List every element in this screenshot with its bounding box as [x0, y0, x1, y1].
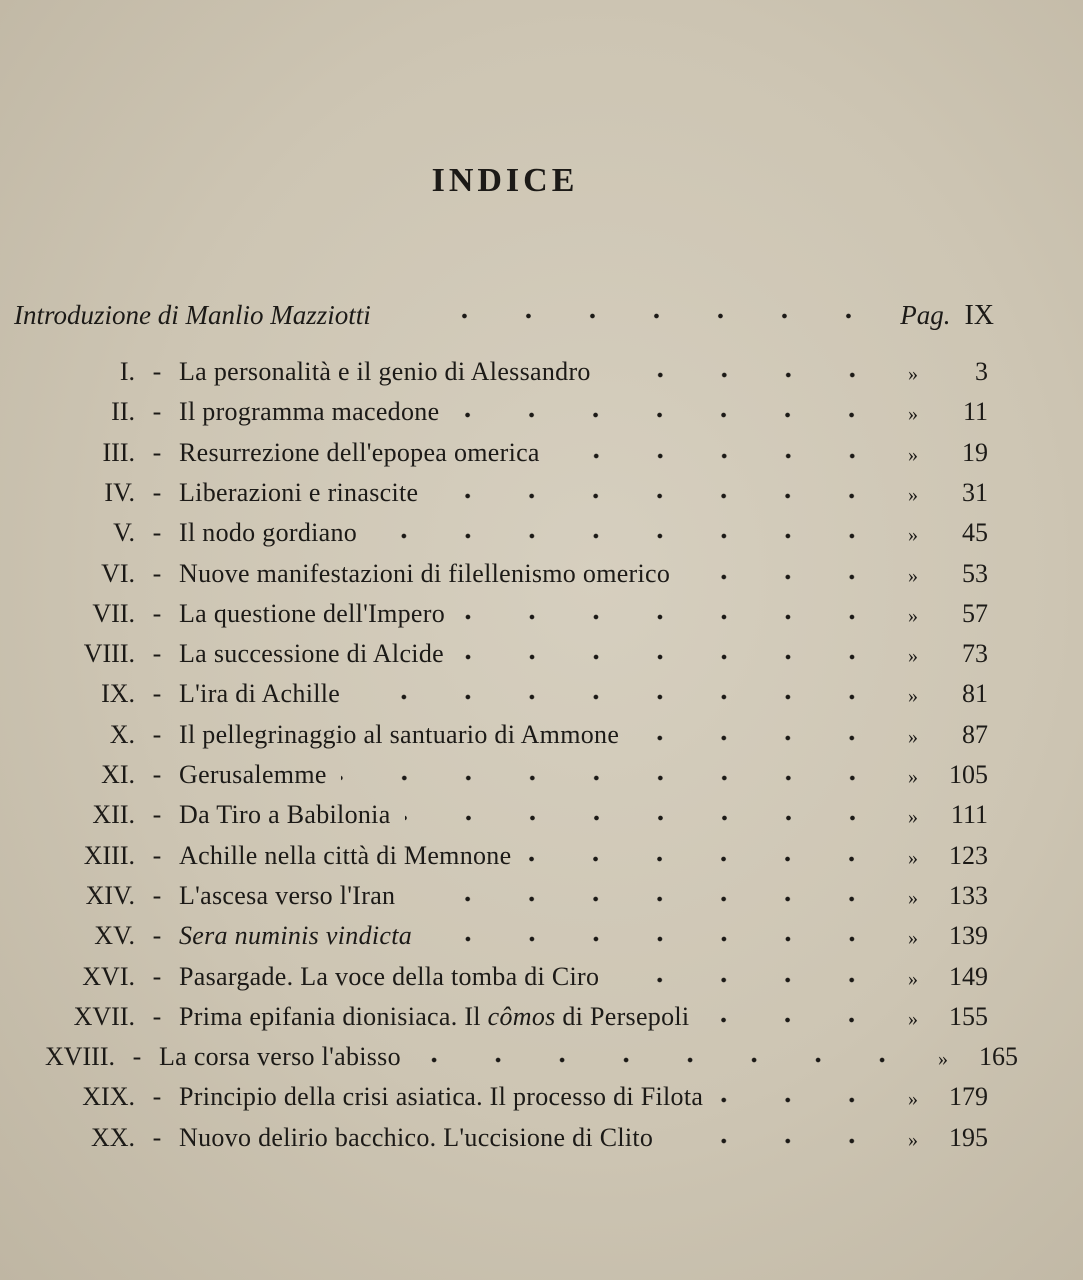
entry-title: Il pellegrinaggio al santuario di Ammone	[179, 719, 620, 749]
entry-title: La corsa verso l'abisso	[159, 1042, 401, 1072]
dash: -	[152, 800, 162, 830]
ditto-mark: »	[908, 443, 918, 466]
intro-label: Introduzione di Manlio Mazziotti	[14, 300, 371, 330]
dash: -	[152, 760, 162, 789]
page-number: 31	[962, 477, 988, 507]
page-title: INDICE	[431, 162, 579, 199]
entry-title: Resurrezione dell'epopea omerica	[179, 437, 540, 467]
dot-leader	[432, 493, 884, 499]
ditto-mark: »	[908, 685, 918, 708]
toc-entry	[0, 1002, 1083, 1038]
dot-leader	[667, 1138, 884, 1144]
toc-entry	[0, 679, 1083, 715]
page-number: 123	[949, 840, 988, 870]
entry-title: Nuove manifestazioni di filellenismo omerico	[179, 558, 671, 588]
dash: -	[152, 477, 162, 507]
chapter-number: XIX.	[82, 1082, 135, 1112]
ditto-mark: »	[908, 403, 918, 426]
page-number: 149	[949, 961, 988, 991]
page-number: 195	[949, 1122, 988, 1152]
page-number: 45	[962, 518, 988, 548]
entry-title: Principio della crisi asiatica. Il processo di Filota	[179, 1082, 704, 1112]
chapter-number: V.	[113, 518, 135, 548]
entry-title: La personalità e il genio di Alessandro	[179, 357, 591, 386]
toc-entry	[0, 881, 1083, 917]
chapter-number: XIV.	[85, 880, 135, 910]
dash: -	[132, 1042, 142, 1072]
page-number: 111	[950, 800, 988, 830]
dash: -	[152, 1122, 162, 1152]
page-number: 139	[949, 921, 988, 951]
dot-leader	[409, 896, 884, 902]
page-number: 73	[962, 639, 988, 669]
dot-leader	[703, 1017, 884, 1023]
chapter-number: IV.	[104, 477, 135, 507]
entry-title: La successione di Alcide	[179, 639, 444, 669]
dash: -	[152, 679, 162, 709]
chapter-number: VII.	[92, 598, 135, 628]
ditto-mark: »	[908, 846, 918, 869]
page-number: 133	[949, 880, 988, 910]
chapter-number: II.	[111, 397, 135, 427]
chapter-number: XV.	[94, 921, 135, 951]
entry-title: La questione dell'Impero	[179, 598, 446, 628]
ditto-mark: »	[908, 483, 918, 506]
chapter-number: VIII.	[83, 639, 135, 669]
chapter-number: III.	[102, 437, 135, 467]
toc-entry	[0, 559, 1083, 595]
entry-title: Il programma macedone	[179, 397, 440, 427]
page-number: 155	[949, 1001, 988, 1031]
dot-leader	[684, 574, 884, 580]
dot-leader	[426, 936, 884, 942]
dash: -	[152, 961, 162, 991]
page-number: 19	[962, 437, 988, 467]
chapter-number: VI.	[101, 558, 135, 588]
entry-title: Pasargade. La voce della tomba di Ciro	[179, 961, 600, 991]
dash: -	[152, 598, 162, 628]
toc-entry	[0, 1042, 1063, 1078]
entry-title: Il nodo gordiano	[179, 518, 358, 548]
dot-leader	[354, 694, 884, 700]
chapter-number: XII.	[92, 800, 135, 830]
toc-entry	[0, 1123, 1083, 1159]
ditto-mark: »	[908, 1007, 918, 1030]
page-number: 165	[979, 1042, 1018, 1072]
dot-leader	[451, 313, 880, 319]
chapter-number: XX.	[90, 1122, 135, 1152]
page-number: 57	[962, 598, 988, 628]
entry-title	[179, 921, 412, 951]
dash: -	[152, 357, 162, 386]
page-number: 105	[949, 760, 988, 789]
toc-entry	[0, 1082, 1083, 1118]
dot-leader	[605, 372, 884, 378]
toc-entry	[0, 438, 1083, 474]
ditto-mark: »	[908, 927, 918, 950]
chapter-number: IX.	[101, 679, 135, 709]
toc-entry	[0, 921, 1083, 957]
entry-title-italic: Sera numinis vindicta	[179, 921, 413, 951]
toc-entry	[0, 962, 1083, 998]
dash: -	[152, 639, 162, 669]
ditto-mark: »	[908, 363, 918, 385]
dash: -	[152, 558, 162, 588]
toc-entry	[0, 720, 1083, 756]
intro-page: IX	[964, 300, 994, 331]
dot-leader	[405, 815, 884, 821]
toc-entry	[0, 599, 1083, 635]
dash: -	[152, 518, 162, 548]
dot-leader	[613, 977, 884, 983]
dash: -	[152, 840, 162, 870]
dot-leader	[525, 856, 884, 862]
dot-leader	[458, 654, 884, 660]
intro-entry	[14, 300, 994, 332]
entry-title: Gerusalemme	[179, 760, 327, 789]
toc-entry	[0, 397, 1083, 433]
chapter-number: X.	[109, 719, 135, 749]
page-number: 11	[962, 397, 988, 427]
ditto-mark: »	[908, 564, 918, 587]
chapter-number: XVIII.	[44, 1042, 115, 1072]
dot-leader	[554, 453, 884, 459]
page-label: Pag.	[900, 300, 951, 330]
dash: -	[152, 880, 162, 910]
page-number: 81	[962, 679, 988, 709]
dash: -	[152, 719, 162, 749]
ditto-mark: »	[908, 524, 918, 547]
dot-leader	[717, 1097, 884, 1103]
chapter-number: XVI.	[82, 961, 135, 991]
toc-entry	[0, 478, 1083, 514]
entry-title: Nuovo delirio bacchico. L'uccisione di Clito	[179, 1122, 654, 1152]
entry-title: L'ira di Achille	[179, 679, 341, 709]
dot-leader	[453, 412, 884, 418]
dot-leader	[415, 1057, 914, 1063]
toc-entry	[0, 639, 1083, 675]
dot-leader	[371, 533, 884, 539]
entry-title: Da Tiro a Babilonia	[179, 800, 391, 830]
page-number: 53	[962, 558, 988, 588]
ditto-mark: »	[908, 604, 918, 627]
entry-title: L'ascesa verso l'Iran	[179, 880, 396, 910]
chapter-number: XVII.	[73, 1001, 135, 1031]
page-number: 87	[962, 719, 988, 749]
dot-leader	[459, 614, 884, 620]
chapter-number: XIII.	[83, 840, 135, 870]
dot-leader	[341, 775, 884, 781]
entry-title: Liberazioni e rinascite	[179, 477, 419, 507]
ditto-mark: »	[908, 1128, 918, 1151]
toc-entry	[0, 518, 1083, 554]
toc-entry	[0, 357, 1083, 393]
ditto-mark: »	[938, 1048, 948, 1071]
toc-entry	[0, 800, 1083, 836]
page-number: 179	[949, 1082, 988, 1112]
dot-leader	[633, 735, 884, 741]
page-number: 3	[975, 357, 988, 386]
chapter-number: XI.	[101, 760, 135, 789]
dash: -	[152, 397, 162, 427]
ditto-mark: »	[908, 806, 918, 829]
ditto-mark: »	[908, 886, 918, 909]
entry-title-italic: cômos	[487, 1001, 556, 1031]
entry-title: Prima epifania dionisiaca. Il cômos di Persepoli	[179, 1001, 690, 1031]
entry-title: Achille nella città di Memnone	[179, 840, 512, 870]
ditto-mark: »	[908, 766, 918, 788]
dash: -	[152, 921, 162, 951]
dash: -	[152, 1001, 162, 1031]
toc-entry	[0, 760, 1083, 796]
ditto-mark: »	[908, 967, 918, 990]
chapter-number: I.	[119, 357, 135, 386]
toc-entry	[0, 841, 1083, 877]
ditto-mark: »	[908, 1088, 918, 1111]
ditto-mark: »	[908, 645, 918, 668]
dash: -	[152, 1082, 162, 1112]
dash: -	[152, 437, 162, 467]
ditto-mark: »	[908, 725, 918, 748]
